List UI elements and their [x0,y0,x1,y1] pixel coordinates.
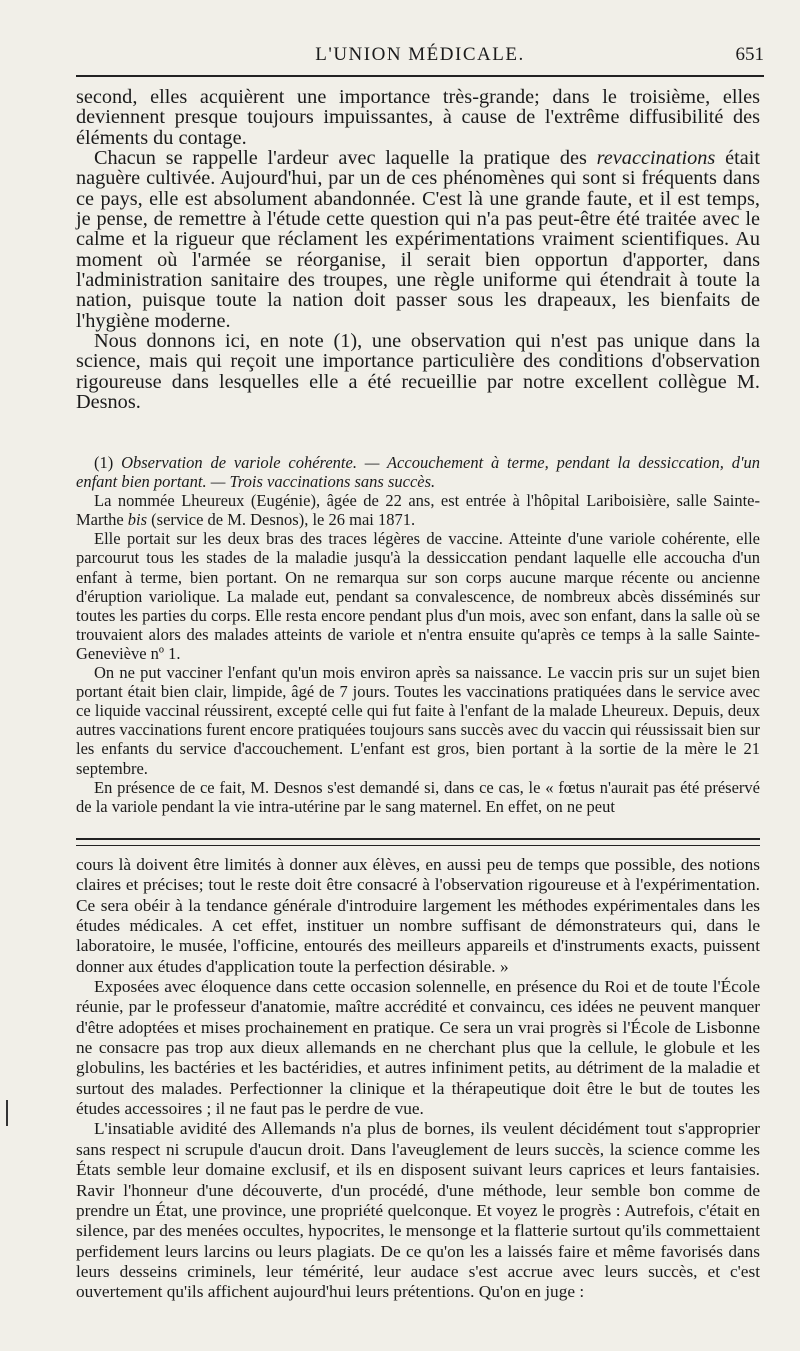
footnote-paragraph: En présence de ce fait, M. Desnos s'est demandé si, dans ce cas, le « fœtus n'aurait pas été préservé de la variole pendant la vie intra-utérine par le sang maternel. En effet, on ne peut [76,777,760,816]
italic-term: revaccinations [596,147,716,170]
feuilleton-paragraph: L'insatiable avidité des Allemands n'a plus de bornes, ils veulent décidément tout s'approprier sans respect ni scrupule d'aucun droit. Dans l'aveuglement de leurs succès, la science comme les États semble leur domaine exclusif, et ils en disposent suivant leurs caprices et leurs fantaisies. Ravir l'honneur d'une découverte, d'un procédé, d'une méthode, leur semble bon comme de prendre un État, une province, une propriété quelconque. Et voyez le progrès : Autrefois, c'était en silence, par des menées occultes, hypocrites, le mensonge et la flatterie surtout qu'ils commettaient perfidement leurs larcins ou leurs plagiats. De ce qu'on les a laissés faire et même favorisés dans leurs desseins criminels, leur témérité, leur audace s'est accrue avec leurs succès, et c'est ouvertement qu'ils affichent aujourd'hui leurs prétentions. Qu'on en juge : [76,1119,760,1302]
footnote-paragraph: Elle portait sur les deux bras des traces légères de vaccine. Atteinte d'une variole cohérente, elle parcourut tous les stades de la maladie jusqu'à la dessiccation pendant laquelle elle accoucha d'un enfant à terme, bien portant. On ne remarqua sur son corps aucune marque récente ou ancienne d'éruption variolique. La malade eut, pendant sa convalescence, de nombreux abcès disséminés sur toutes les parties du corps. Elle resta encore pendant plus d'un mois, avec son enfant, dans la salle où se trouvaient alors des malades atteints de variole et n'entra ensuite qu'après ce temps à la salle Sainte-Geneviève nº 1. [76,529,760,663]
running-title: L'UNION MÉDICALE. [315,44,525,65]
feuilleton-article [76,855,760,1303]
footnote-paragraph: On ne put vacciner l'enfant qu'un mois environ après sa naissance. Le vaccin pris sur un sujet bien portant était bien clair, limpide, âgé de 7 jours. Toutes les vaccinations pratiquées dans le service avec ce liquide vaccinal réussirent, excepté celle qui fut faite à l'enfant de la malade Lheureux. Depuis, deux autres vaccinations furent encore pratiquées toujours sans succès avec du vaccin qui réussissait bien sur les enfants du service d'accouchement. L'enfant est gros, bien portant à la sortie de la mère le 21 septembre. [76,663,760,778]
feuilleton-paragraph: cours là doivent être limités à donner aux élèves, en aussi peu de temps que possible, des notions claires et précises; tout le reste doit être consacré à l'observation rigoureuse et à l'expérimentation. Ce sera obéir à la tendance générale d'introduire largement les méthodes expérimentales dans les études médicales. A cet effet, instituer un nombre suffisant de démonstrateurs qui, dans le laboratoire, le musée, l'officine, entourés des meilleurs appareils et d'instruments exacts, puissent donner aux études d'application toute la perfection désirable. » [76,855,760,976]
feuilleton-divider [76,838,760,846]
main-paragraph: Chacun se rappelle l'ardeur avec laquelle la pratique des revaccinations était naguère cultivée. Aujourd'hui, par un de ces phénomènes qui sont si fréquents dans ce pays, elle est absolument abandonnée. C'est là une grande faute, et il est temps, je pense, de remettre à l'étude cette question qui n'a pas peut-être été traitée avec le calme et la rigueur que réclament les expérimentations vraiment scientifiques. Au moment où l'armée se réorganise, il serait bien opportun d'apporter, dans l'administration sanitaire des troupes, une règle uniforme qui étendrait à toute la nation, puisque toute la nation doit passer sous les drapeaux, les bienfaits de l'hygiène moderne. [76,147,760,332]
header-rule [76,75,764,77]
main-article [76,87,760,413]
footnote-marker: (1) [94,453,122,472]
footnote-title: (1) Observation de variole cohérente. — Accouchement à terme, pendant la dessiccation, d'un enfant bien portant. — Trois vaccinations sans succès. [76,453,760,492]
feuilleton-paragraph: Exposées avec éloquence dans cette occasion solennelle, en présence du Roi et de toute l'École réunie, par le professeur d'anatomie, maître accrédité et convaincu, ces idées ne peuvent manquer d'être adoptées et mises prochainement en pratique. Ce sera un vrai progrès si l'École de Lisbonne ne consacre pas trop aux dieux allemands en ne cherchant plus que la cellule, le globule et les globulins, les bactéries et les bactéridies, et autres infiniment petits, au détriment de la maladie et surtout des malades. Perfectionner la clinique et la thérapeutique doit être le but de toutes les études accessoires ; il ne faut pas le perdre de vue. [76,977,760,1119]
footnote-paragraph: La nommée Lheureux (Eugénie), âgée de 22 ans, est entrée à l'hôpital Lariboisière, salle Sainte-Marthe bis (service de M. Desnos), le 26 mai 1871. [76,491,760,530]
main-paragraph: Nous donnons ici, en note (1), une observation qui n'est pas unique dans la science, mais qui reçoit une importance particulière des conditions d'observation rigoureuse dans lesquelles elle a été recueillie par notre excellent collègue M. Desnos. [76,330,760,414]
margin-mark [6,1100,8,1126]
page-number: 651 [735,44,764,65]
page-header [76,40,764,74]
main-paragraph: second, elles acquièrent une importance très-grande; dans le troisième, elles deviennent presque toujours impuissantes, à cause de l'extrême diffusibilité des éléments du contage. [76,86,760,149]
footnote-block [76,453,760,816]
